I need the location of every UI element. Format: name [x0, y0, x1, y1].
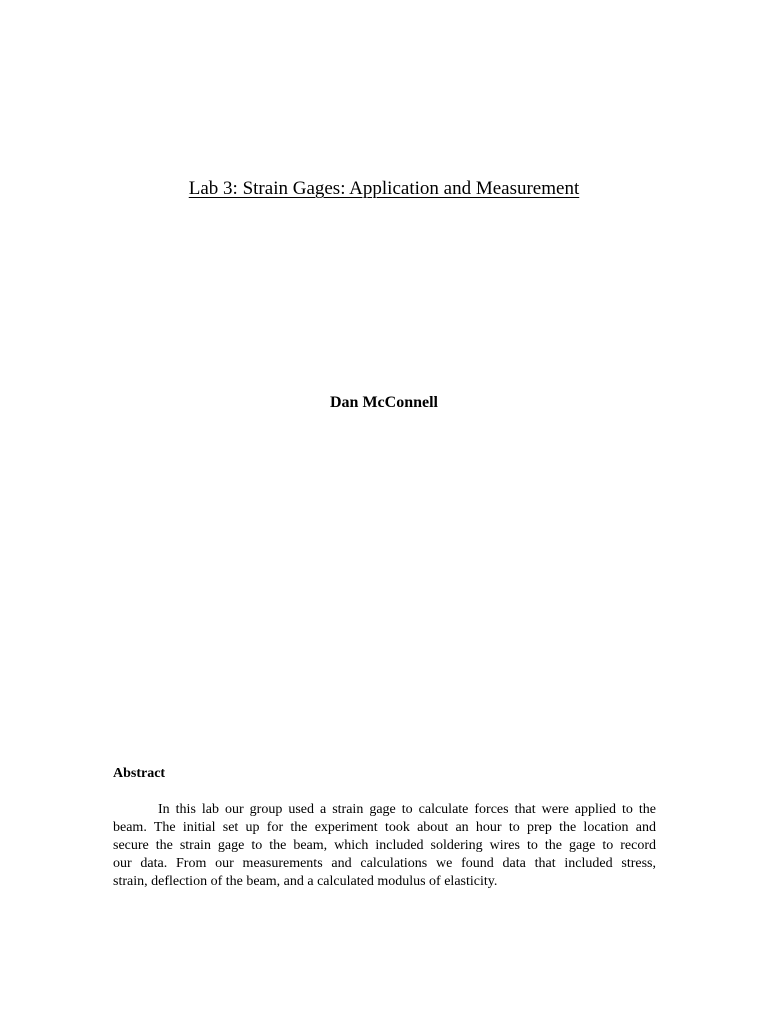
abstract-heading: Abstract [113, 766, 166, 781]
abstract-paragraph [113, 801, 656, 891]
abstract-line: In this lab our group used a strain gage to calculate forces that were applied to the [158, 802, 656, 817]
abstract-line: our data. From our measurements and calculations we found data that included stress, [113, 856, 656, 871]
document-title [0, 176, 768, 202]
document-title-text: Lab 3: Strain Gages: Application and Measurement [188, 178, 580, 199]
abstract-line: strain, deflection of the beam, and a calculated modulus of elasticity. [113, 874, 498, 889]
abstract-line: beam. The initial set up for the experiment took about an hour to prep the location and [113, 820, 656, 835]
abstract-line: secure the strain gage to the beam, which included soldering wires to the gage to record [113, 838, 656, 853]
author-name: Dan McConnell [330, 394, 438, 411]
